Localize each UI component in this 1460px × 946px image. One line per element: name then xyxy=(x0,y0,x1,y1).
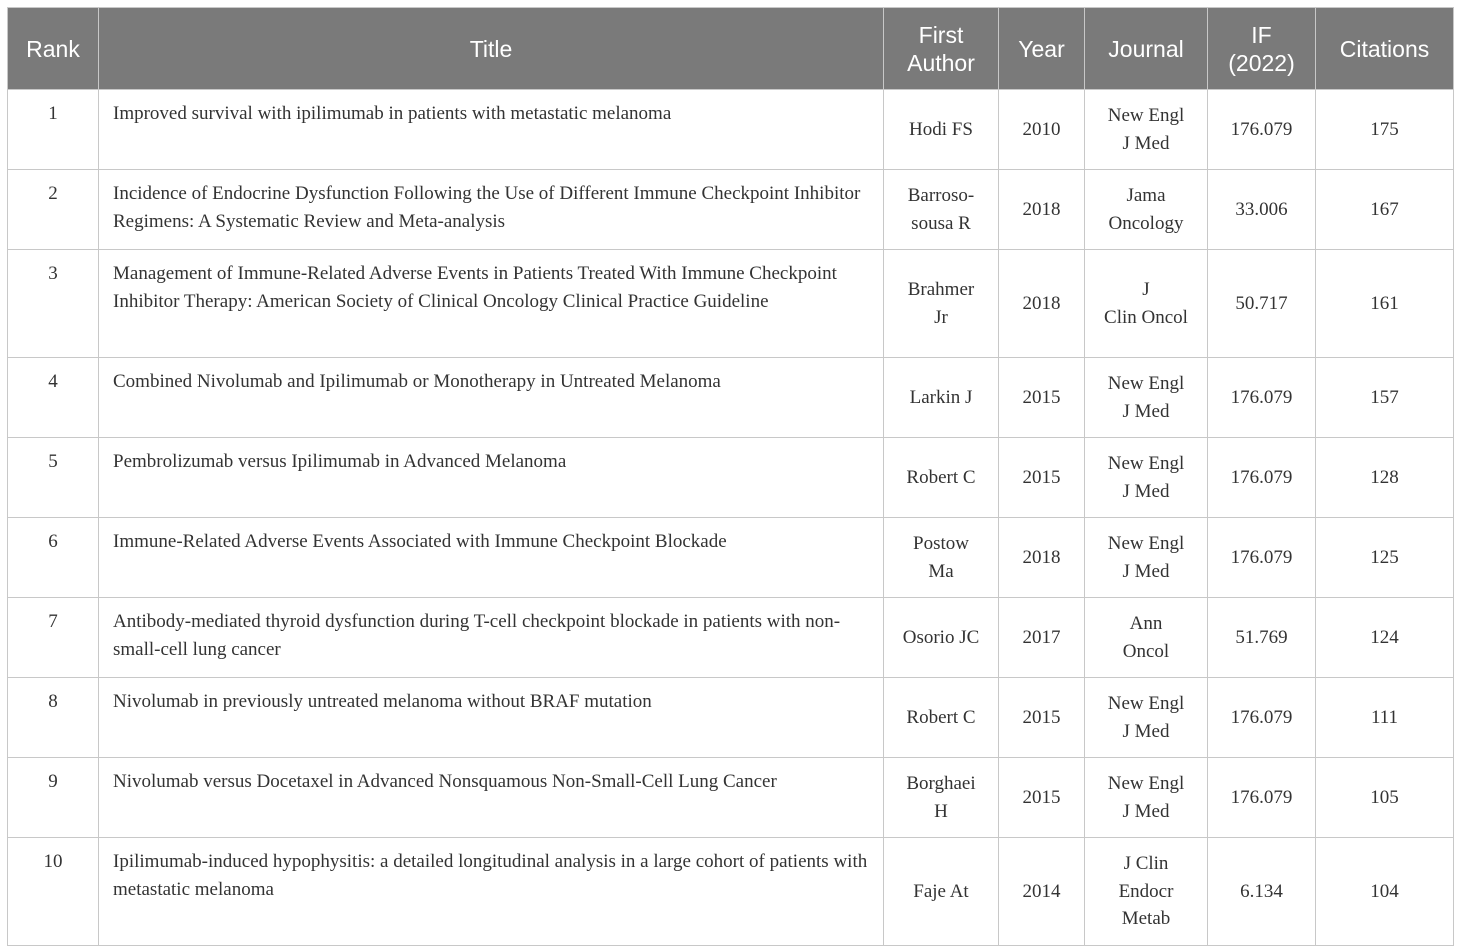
table-row xyxy=(8,598,1454,678)
cell-first-author: Brahmer Jr xyxy=(884,250,999,358)
cell-journal: J Clin Oncol xyxy=(1085,250,1208,358)
cell-title: Nivolumab in previously untreated melanoma without BRAF mutation xyxy=(99,678,884,758)
cell-year: 2018 xyxy=(999,170,1085,250)
cell-title: Management of Immune-Related Adverse Events in Patients Treated With Immune Checkpoint Inhibitor Therapy: American Society of Clinical Oncology Clinical Practice Guideline xyxy=(99,250,884,358)
cell-year: 2015 xyxy=(999,758,1085,838)
table-row xyxy=(8,170,1454,250)
cell-citations: 157 xyxy=(1316,358,1454,438)
cell-citations: 111 xyxy=(1316,678,1454,758)
cell-year: 2018 xyxy=(999,518,1085,598)
cell-year: 2015 xyxy=(999,438,1085,518)
cell-journal: New Engl J Med xyxy=(1085,518,1208,598)
publications-table xyxy=(7,7,1454,946)
table-row xyxy=(8,358,1454,438)
cell-impact-factor: 176.079 xyxy=(1208,758,1316,838)
cell-citations: 125 xyxy=(1316,518,1454,598)
cell-journal: New Engl J Med xyxy=(1085,438,1208,518)
cell-year: 2017 xyxy=(999,598,1085,678)
cell-citations: 105 xyxy=(1316,758,1454,838)
cell-first-author: Barroso- sousa R xyxy=(884,170,999,250)
cell-rank: 9 xyxy=(8,758,99,838)
cell-impact-factor: 51.769 xyxy=(1208,598,1316,678)
cell-rank: 3 xyxy=(8,250,99,358)
header-journal: Journal xyxy=(1085,8,1208,90)
cell-rank: 6 xyxy=(8,518,99,598)
cell-title: Ipilimumab-induced hypophysitis: a detailed longitudinal analysis in a large cohort of patients with metastatic melanoma xyxy=(99,838,884,946)
table-row xyxy=(8,518,1454,598)
cell-journal: J Clin Endocr Metab xyxy=(1085,838,1208,946)
table-row xyxy=(8,758,1454,838)
cell-journal: Ann Oncol xyxy=(1085,598,1208,678)
cell-impact-factor: 6.134 xyxy=(1208,838,1316,946)
cell-impact-factor: 176.079 xyxy=(1208,90,1316,170)
cell-citations: 167 xyxy=(1316,170,1454,250)
cell-impact-factor: 176.079 xyxy=(1208,358,1316,438)
cell-journal: New Engl J Med xyxy=(1085,758,1208,838)
cell-year: 2015 xyxy=(999,678,1085,758)
cell-citations: 128 xyxy=(1316,438,1454,518)
cell-rank: 5 xyxy=(8,438,99,518)
cell-year: 2010 xyxy=(999,90,1085,170)
table-row xyxy=(8,678,1454,758)
cell-impact-factor: 50.717 xyxy=(1208,250,1316,358)
cell-first-author: Robert C xyxy=(884,678,999,758)
cell-title: Combined Nivolumab and Ipilimumab or Monotherapy in Untreated Melanoma xyxy=(99,358,884,438)
cell-journal: New Engl J Med xyxy=(1085,678,1208,758)
cell-citations: 175 xyxy=(1316,90,1454,170)
table-row xyxy=(8,438,1454,518)
table-row xyxy=(8,838,1454,946)
cell-title: Antibody-mediated thyroid dysfunction during T-cell checkpoint blockade in patients with non-small-cell lung cancer xyxy=(99,598,884,678)
cell-year: 2018 xyxy=(999,250,1085,358)
cell-title: Incidence of Endocrine Dysfunction Following the Use of Different Immune Checkpoint Inhibitor Regimens: A Systematic Review and Meta-analysis xyxy=(99,170,884,250)
header-impact-factor: IF (2022) xyxy=(1208,8,1316,90)
cell-rank: 1 xyxy=(8,90,99,170)
header-row xyxy=(8,8,1454,90)
cell-journal: Jama Oncology xyxy=(1085,170,1208,250)
cell-year: 2014 xyxy=(999,838,1085,946)
header-rank: Rank xyxy=(8,8,99,90)
cell-rank: 10 xyxy=(8,838,99,946)
cell-first-author: Faje At xyxy=(884,838,999,946)
table-row xyxy=(8,250,1454,358)
cell-impact-factor: 176.079 xyxy=(1208,438,1316,518)
cell-first-author: Borghaei H xyxy=(884,758,999,838)
header-citations: Citations xyxy=(1316,8,1454,90)
cell-rank: 4 xyxy=(8,358,99,438)
cell-citations: 124 xyxy=(1316,598,1454,678)
cell-first-author: Postow Ma xyxy=(884,518,999,598)
header-first-author: First Author xyxy=(884,8,999,90)
cell-year: 2015 xyxy=(999,358,1085,438)
cell-impact-factor: 33.006 xyxy=(1208,170,1316,250)
cell-first-author: Robert C xyxy=(884,438,999,518)
cell-title: Pembrolizumab versus Ipilimumab in Advanced Melanoma xyxy=(99,438,884,518)
cell-title: Immune-Related Adverse Events Associated with Immune Checkpoint Blockade xyxy=(99,518,884,598)
cell-first-author: Larkin J xyxy=(884,358,999,438)
cell-title: Improved survival with ipilimumab in patients with metastatic melanoma xyxy=(99,90,884,170)
table-row xyxy=(8,90,1454,170)
header-title: Title xyxy=(99,8,884,90)
header-year: Year xyxy=(999,8,1085,90)
cell-citations: 161 xyxy=(1316,250,1454,358)
cell-first-author: Hodi FS xyxy=(884,90,999,170)
cell-title: Nivolumab versus Docetaxel in Advanced Nonsquamous Non-Small-Cell Lung Cancer xyxy=(99,758,884,838)
cell-first-author: Osorio JC xyxy=(884,598,999,678)
cell-impact-factor: 176.079 xyxy=(1208,678,1316,758)
cell-rank: 2 xyxy=(8,170,99,250)
cell-rank: 7 xyxy=(8,598,99,678)
cell-journal: New Engl J Med xyxy=(1085,358,1208,438)
cell-rank: 8 xyxy=(8,678,99,758)
cell-journal: New Engl J Med xyxy=(1085,90,1208,170)
cell-citations: 104 xyxy=(1316,838,1454,946)
cell-impact-factor: 176.079 xyxy=(1208,518,1316,598)
